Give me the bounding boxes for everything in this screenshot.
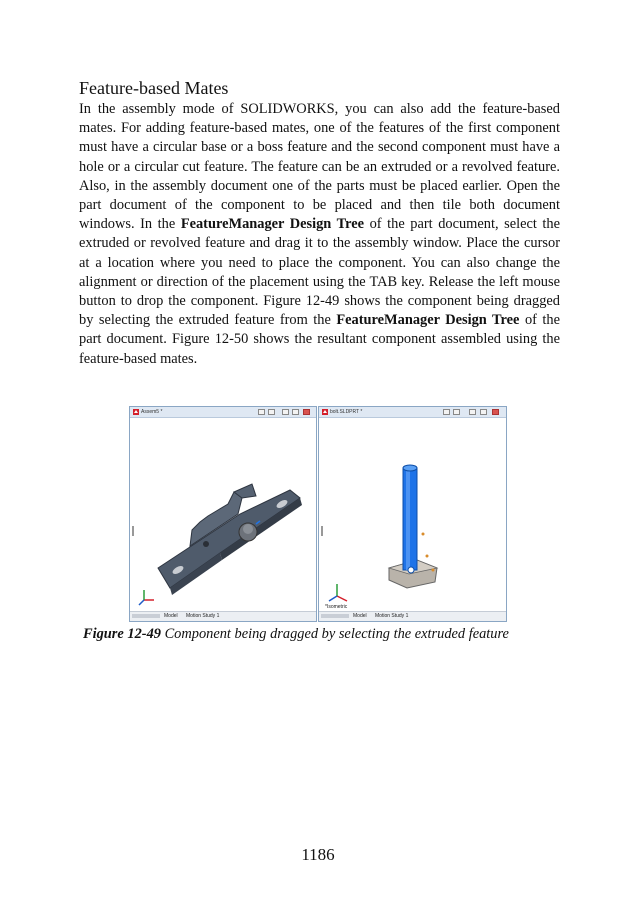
solidworks-logo-icon [322,409,328,415]
bold-term-2: FeatureManager Design Tree [336,312,520,329]
bolt-part-graphic [319,418,506,613]
part-window [318,406,507,622]
tab-model[interactable]: Model [353,613,367,619]
feature-tree-toggle[interactable] [321,526,323,536]
restore-icon[interactable] [453,409,460,415]
horizontal-scrollbar[interactable] [132,614,160,618]
minimize-icon[interactable] [469,409,476,415]
solidworks-logo-icon [133,409,139,415]
assembly-titlebar [130,407,316,418]
restore-icon[interactable] [268,409,275,415]
body-text-part-3: of the part document. Figure 12-50 shows the resultant component assembled using the feature-based mates. [79,312,560,367]
assembly-tabs-bar [130,611,316,621]
section-heading: Feature-based Mates [79,78,229,98]
tab-motion-study[interactable]: Motion Study 1 [186,613,220,619]
tile-icon[interactable] [258,409,265,415]
part-graphics-area[interactable] [319,418,506,611]
maximize-icon[interactable] [292,409,299,415]
view-orientation-label: *Isometric [325,604,348,610]
assembly-part-graphic [130,418,316,613]
close-icon[interactable] [492,409,499,415]
close-icon[interactable] [303,409,310,415]
assembly-window-title: Assem5 * [141,409,163,415]
bold-term-1: FeatureManager Design Tree [180,216,365,233]
maximize-icon[interactable] [480,409,487,415]
tab-motion-study[interactable]: Motion Study 1 [375,613,409,619]
tile-icon[interactable] [443,409,450,415]
figure-caption-text: Component being dragged by selecting the extruded feature [160,626,509,642]
part-titlebar [319,407,506,418]
minimize-icon[interactable] [282,409,289,415]
body-paragraph [79,100,560,369]
figure-screenshot [129,406,507,622]
figure-label: Figure 12-49 [83,626,161,642]
figure-caption [83,625,563,643]
part-tabs-bar [319,611,506,621]
part-window-title: bolt.SLDPRT * [330,409,363,415]
body-text-part-2: of the part document, select the extruded or revolved feature and drag it to the assembly window. Place the cursor at a location where you need to place the component. You can also change the alignment or direction of the placement using the TAB key. Release the left mouse button to drop the component. Figure 12-49 shows the component being dragged by selecting the extruded feature from the [79,216,561,329]
body-text-part-1: In the assembly mode of SOLIDWORKS, you can also add the feature-based mates. For adding feature-based mates, one of the features of the first component must have a circular base or a boss feature and the second component must have a hole or a circular cut feature. The feature can be an extruded or a revolved feature. Also, in the assembly document one of the parts must be placed earlier. Open the part document of the component to be placed and then tile both document windows. In the [79,101,560,233]
assembly-graphics-area[interactable] [130,418,316,611]
tab-model[interactable]: Model [164,613,178,619]
feature-tree-toggle[interactable] [132,526,134,536]
assembly-window [129,406,317,622]
page-number: 1186 [301,845,335,864]
horizontal-scrollbar[interactable] [321,614,349,618]
